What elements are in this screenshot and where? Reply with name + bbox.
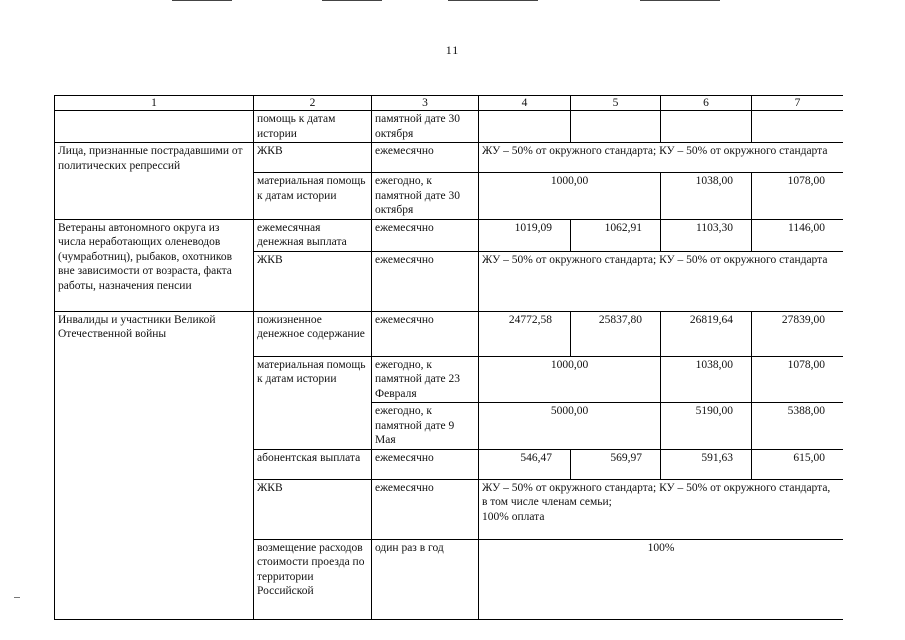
header-col-4: 4: [479, 96, 571, 111]
table-row: [55, 219, 844, 251]
cell-frequency: ежегодно, к памятной дате 23 Февраля: [372, 356, 479, 403]
cell-amount: 24772,58: [479, 311, 571, 356]
header-row: [55, 96, 844, 111]
cell-frequency: один раз в год: [372, 539, 479, 619]
cell-amount: 1146,00: [752, 219, 844, 251]
benefits-table: [54, 95, 843, 620]
cell-benefit-type: абонентская выплата: [254, 449, 372, 479]
header-col-1: 1: [55, 96, 254, 111]
cell-amount: 1038,00: [661, 173, 752, 220]
cell-amount: 1062,91: [571, 219, 661, 251]
cell-amount: 5190,00: [661, 403, 752, 450]
cell-benefit-type: ЖКВ: [254, 143, 372, 173]
cell-amount: 100%: [479, 539, 844, 619]
cell-amount: 1019,09: [479, 219, 571, 251]
cell-amount: 615,00: [752, 449, 844, 479]
cell-benefit-type: ЖКВ: [254, 479, 372, 539]
cell-amount: 1000,00: [479, 173, 661, 220]
cell-amount: 5388,00: [752, 403, 844, 450]
cell-value: [571, 111, 661, 143]
cell-frequency: ежемесячно: [372, 449, 479, 479]
cell-amount: 546,47: [479, 449, 571, 479]
table-row: [55, 143, 844, 173]
cell-frequency: ежемесячно: [372, 311, 479, 356]
cell-amount: 1078,00: [752, 356, 844, 403]
cell-benefit-type: материальная помощь к датам истории: [254, 356, 372, 449]
cell-frequency: ежегодно, к памятной дате 30 октября: [372, 173, 479, 220]
cell-category: [55, 111, 254, 143]
cell-amount: 591,63: [661, 449, 752, 479]
amount-text-line: 100% оплата: [482, 510, 545, 523]
header-col-7: 7: [752, 96, 844, 111]
cell-benefit-type: материальная помощь к датам истории: [254, 173, 372, 220]
header-col-3: 3: [372, 96, 479, 111]
header-col-2: 2: [254, 96, 372, 111]
cell-amount: 26819,64: [661, 311, 752, 356]
cell-amount: 27839,00: [752, 311, 844, 356]
cell-frequency: ежемесячно: [372, 251, 479, 311]
cell-amount: 569,97: [571, 449, 661, 479]
cell-benefit-type: ежемесячная денежная выплата: [254, 219, 372, 251]
cell-amount: 1000,00: [479, 356, 661, 403]
cell-benefit-type: помощь к датам истории: [254, 111, 372, 143]
cell-amount-text: ЖУ – 50% от окружного стандарта; КУ – 50% от окружного стандарта: [479, 251, 844, 311]
cell-value: [752, 111, 844, 143]
cell-frequency: ежемесячно: [372, 143, 479, 173]
scan-top-line-right: [448, 0, 538, 1]
cell-amount: 25837,80: [571, 311, 661, 356]
cell-benefit-type: ЖКВ: [254, 251, 372, 311]
cell-benefit-type: возмещение расходов стоимости проезда по территории Российской: [254, 539, 372, 619]
cell-amount-text: ЖУ – 50% от окружного стандарта; КУ – 50% от окружного стандарта: [479, 143, 844, 173]
cell-value: [661, 111, 752, 143]
scan-top-line-left: [172, 0, 232, 1]
cell-frequency: памятной дате 30 октября: [372, 111, 479, 143]
scan-edge-mark: [14, 597, 20, 598]
amount-text-line: в том числе членам семьи;: [482, 496, 612, 508]
table-row: [55, 311, 844, 356]
amount-text-line: ЖУ – 50% от окружного стандарта; КУ – 50% от окружного стандарта,: [482, 481, 831, 494]
table-row: [55, 111, 844, 143]
cell-frequency: ежегодно, к памятной дате 9 Мая: [372, 403, 479, 450]
header-col-5: 5: [571, 96, 661, 111]
scan-top-line-mid: [322, 0, 382, 1]
cell-category: Инвалиды и участники Великой Отечественной войны: [55, 311, 254, 619]
cell-amount: 5000,00: [479, 403, 661, 450]
cell-frequency: ежемесячно: [372, 219, 479, 251]
cell-category: Лица, признанные пострадавшими от политических репрессий: [55, 143, 254, 220]
cell-amount-text: [479, 479, 844, 539]
cell-amount: 1078,00: [752, 173, 844, 220]
cell-category: Ветераны автономного округа из числа неработающих оленеводов (чумработниц), рыбаков, охотников вне зависимости от возраста, факта работы, назначения пенсии: [55, 219, 254, 311]
cell-amount: 1103,30: [661, 219, 752, 251]
cell-value: [479, 111, 571, 143]
cell-benefit-type: пожизненное денежное содержание: [254, 311, 372, 356]
cell-frequency: ежемесячно: [372, 479, 479, 539]
cell-amount: 1038,00: [661, 356, 752, 403]
page-number: 11: [445, 43, 460, 57]
benefits-table-wrapper: [54, 95, 843, 640]
scan-top-line-far-right: [640, 0, 720, 1]
header-col-6: 6: [661, 96, 752, 111]
